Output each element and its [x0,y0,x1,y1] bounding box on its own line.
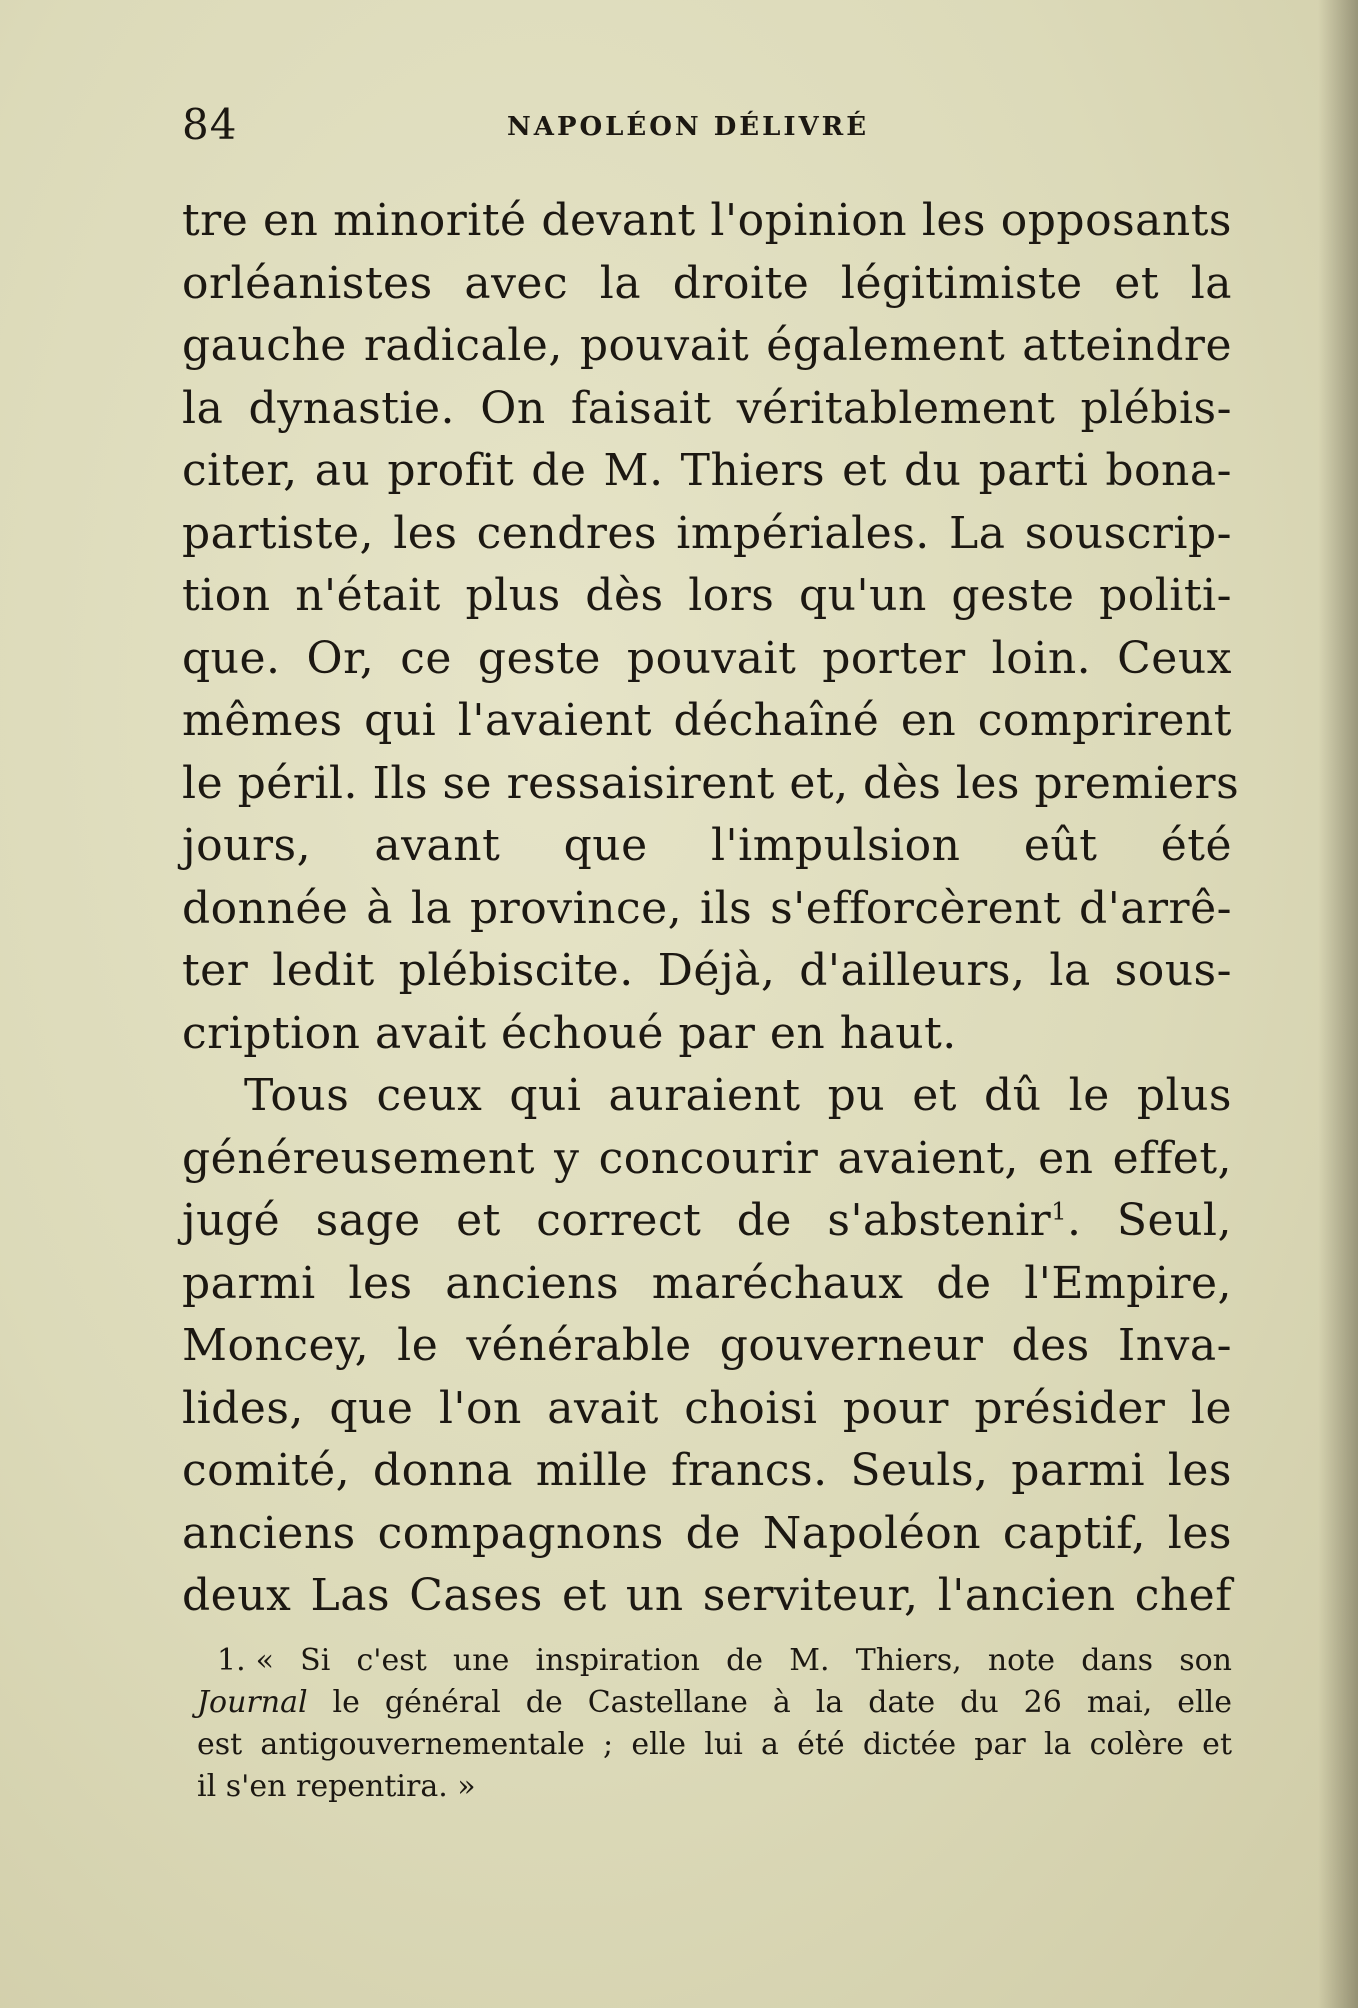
text-line: citer, au profit de M. Thiers et du parti bona- [182,445,1232,496]
body-text [182,190,1240,1628]
text-line: ter ledit plébiscite. Déjà, d'ailleurs, la sous- [182,945,1232,996]
text-line: gauche radicale, pouvait également atteindre [182,320,1232,371]
text-segment: . Seul, [1066,1195,1232,1246]
text-line: parmi les anciens maréchaux de l'Empire, [182,1257,1232,1309]
text-line: tion n'était plus dès lors qu'un geste politi- [182,570,1232,621]
footnote-line [197,1640,1232,1682]
footnote-line: est antigouvernementale ; elle lui a été dictée par la colère et [197,1727,1232,1762]
text-line: mêmes qui l'avaient déchaîné en comprirent [182,695,1232,746]
text-line: cription avait échoué par en haut. [182,1007,957,1059]
text-line: donnée à la province, ils s'efforcèrent d'arrê- [182,882,1232,934]
text-line: la dynastie. On faisait véritablement plébis- [182,382,1232,434]
text-line: généreusement y concourir avaient, en effet, [182,1132,1232,1184]
footnote-number: 1. [217,1643,246,1678]
page-number: 84 [182,100,238,149]
text-line: que. Or, ce geste pouvait porter loin. Ceux [182,632,1232,684]
page-edge-shadow [1318,0,1358,2008]
running-title: NAPOLÉON DÉLIVRÉ [507,112,870,142]
text-line: tre en minorité devant l'opinion les opposants [182,195,1232,246]
footnote-line: il s'en repentira. » [197,1769,476,1804]
footnotes [197,1640,1232,1808]
text-line: orléanistes avec la droite légitimiste et la [182,257,1232,309]
text-line: anciens compagnons de Napoléon captif, les [182,1507,1232,1559]
text-line: Tous ceux qui auraient pu et dû le plus [244,1070,1232,1121]
text-line: le péril. Ils se ressaisirent et, dès les premiers [182,757,1240,809]
text-line-with-note [182,1190,1232,1253]
text-line: comité, donna mille francs. Seuls, parmi les [182,1445,1232,1496]
footnote-text: « Si c'est une inspiration de M. Thiers, note dans son [255,1643,1232,1678]
page-header [182,100,1232,150]
footnote-line [197,1682,1232,1724]
footnote-text: le général de Castellane à la date du 26 mai, elle [307,1685,1232,1720]
text-line: Moncey, le vénérable gouverneur des Inva- [182,1320,1232,1371]
text-line: partiste, les cendres impériales. La souscrip- [182,507,1232,559]
text-line: lides, que l'on avait choisi pour présider le [182,1382,1232,1434]
text-line: deux Las Cases et un serviteur, l'ancien chef [182,1570,1232,1621]
footnote-reference[interactable]: 1 [1051,1197,1067,1226]
text-line: jours, avant que l'impulsion eût été [182,820,1232,871]
footnote-italic-title: Journal [197,1685,308,1720]
text-segment: jugé sage et correct de s'abstenir [182,1195,1052,1246]
